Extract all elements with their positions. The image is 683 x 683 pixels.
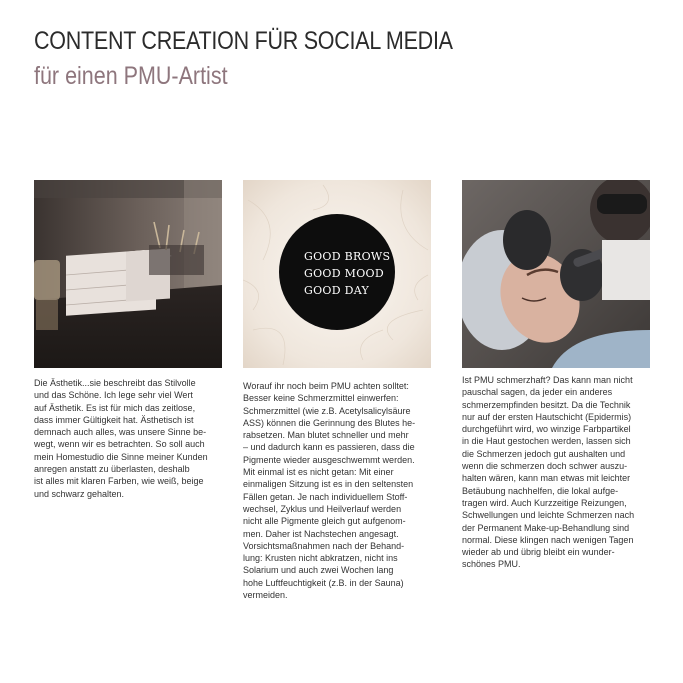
good-brows-graphic	[243, 180, 431, 368]
column-aesthetics	[34, 180, 224, 500]
pain-paragraph: Ist PMU schmerzhaft? Das kann man nicht pauschal sagen, da jeder ein anderes schmerzempfinden besitzt. Da die Technik nur auf der ersten Hautschicht (Epidermis) durchgeführt wird, wo winzige Farbpartikel in die Haut gestochen werden, lassen sich die Schmerzen jedoch gut aushalten und wenn die schmerzen doch schwer auszu- halten wären, kann man etwas mit leichter Betäubung nachhelfen, die lokal aufge- tragen wird. Auch Kurzzeitige Reizungen, Schwellungen und leichte Schmerzen nach der Permanent Make-up-Behandlung sind normal. Diese klingen nach wenigen Tagen wieder ab und übrig bleibt ein wunder- schönes PMU.	[462, 375, 635, 570]
pmu-treatment-photo	[462, 180, 650, 368]
column-aftercare	[243, 180, 433, 601]
badge-line-2: GOOD MOOD	[304, 267, 384, 280]
badge-line-3: GOOD DAY	[304, 284, 370, 297]
studio-shelf-photo	[34, 180, 222, 368]
column-pain	[462, 180, 652, 571]
page-subtitle: für einen PMU-Artist	[34, 62, 228, 90]
badge-line-1: GOOD BROWS	[304, 250, 391, 263]
page-title: CONTENT CREATION FÜR SOCIAL MEDIA	[34, 27, 453, 55]
aesthetics-paragraph: Die Ästhetik...sie beschreibt das Stilvolle und das Schöne. Ich lege sehr viel Wert auf Ästhetik. Es ist für mich das zeitlose, dass immer Gültigkeit hat. Ästhetisch ist demnach auch alles, was unsere Sinne be- wegt, wenn wir es betrachten. So soll auch mein Homestudio die Sinne meiner Kunden anregen anstatt zu überlasten, deshalb ist alles mit klaren Farben, wie weiß, beige und schwarz gehalten.	[34, 378, 208, 499]
aftercare-paragraph: Worauf ihr noch beim PMU achten solltet: Besser keine Schmerzmittel einwerfen: Schmerzmittel (wie z.B. Acetylsalicylsäure ASS) können die Gerinnung des Blutes he- rabsetzen. Man blutet schneller und mehr – und dadurch kann es passieren, dass die Pigmente wieder ausgeschwemmt werden. Mit einmal ist es nicht getan: Mit einer einmaligen Sitzung ist es in den seltensten Fällen getan. Je nach individuellem Stoff- wechsel, Zyklus und Heilverlauf werden nicht alle Pigmente gleich gut aufgenom- men. Daher ist Nachstechen angesagt. Vorsichtsmaßnahmen nach der Behand- lung: Krusten nicht abkratzen, nicht ins Solarium und auch zwei Wochen lang hohe Luftfeuchtigkeit (z.B. in der Sauna) vermeiden.	[243, 381, 416, 601]
